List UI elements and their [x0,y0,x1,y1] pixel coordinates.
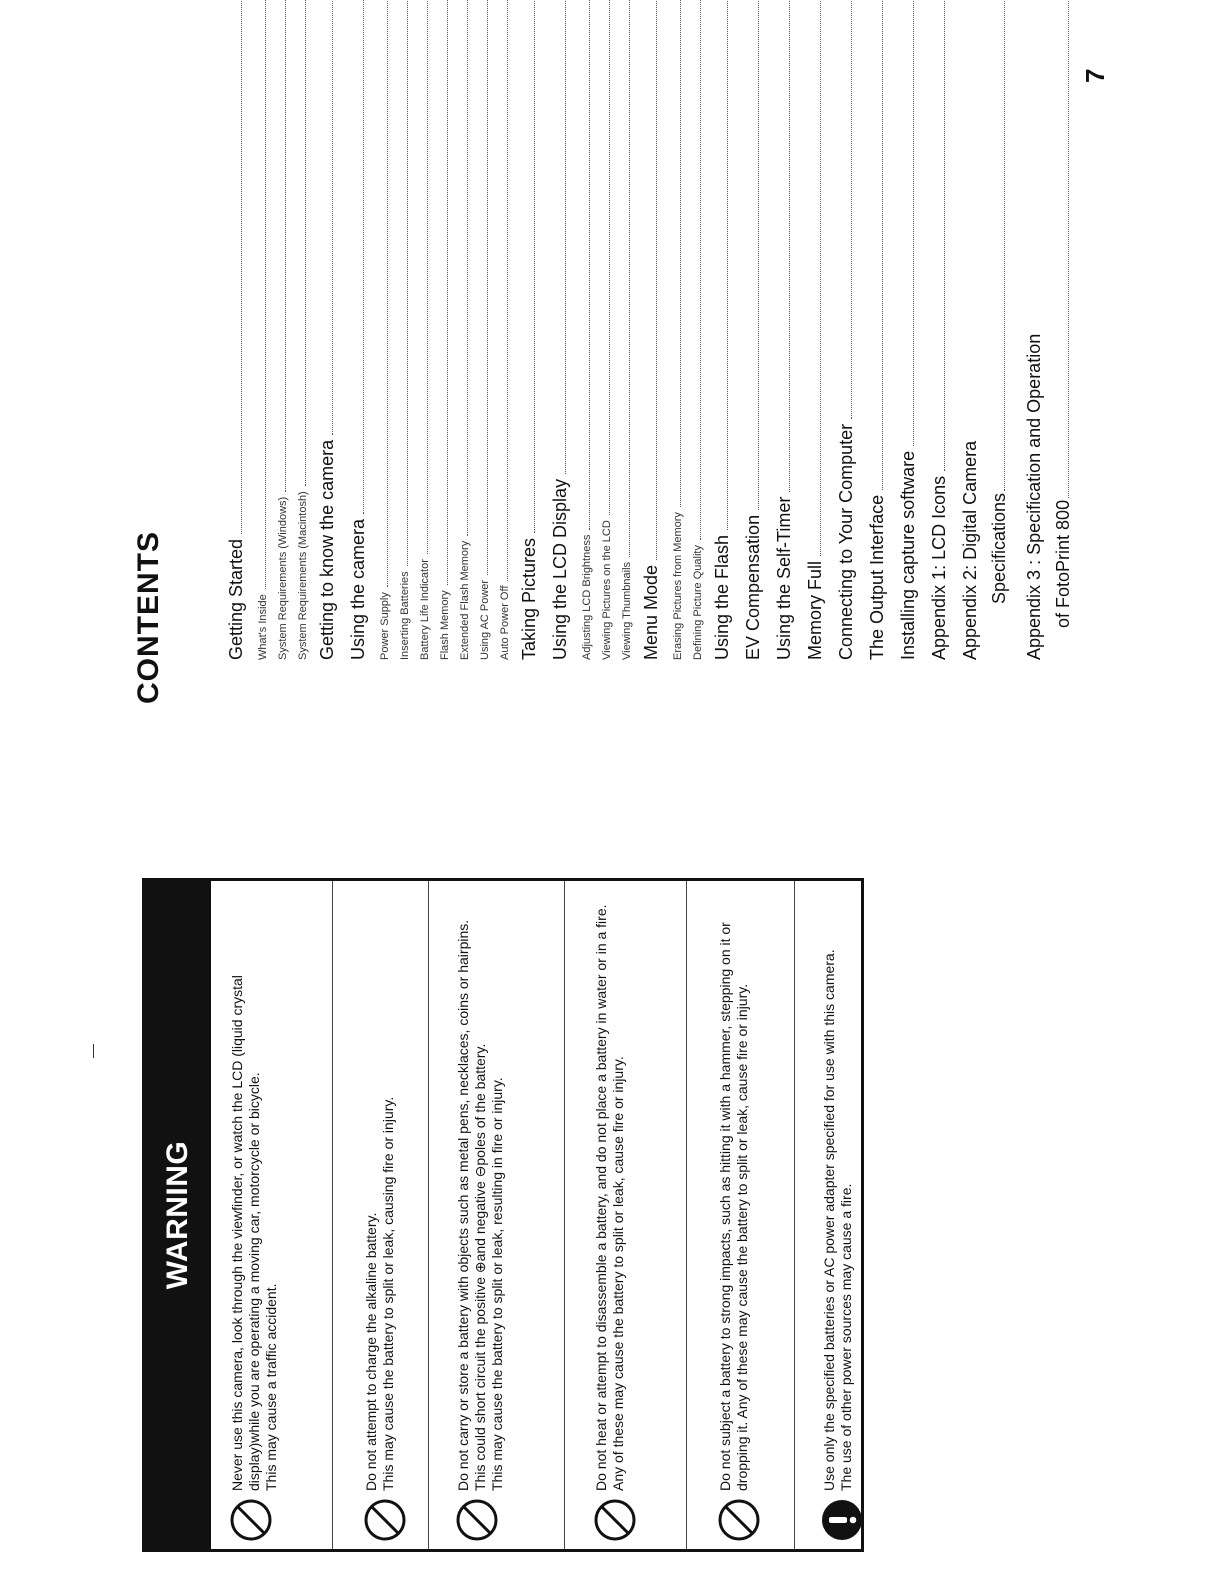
toc-subentry [688,0,708,660]
toc-label: Appendix 2: Digital Camera [960,440,980,660]
toc-leader [609,0,610,515]
toc-leader [727,0,728,530]
toc-leader [629,0,630,557]
warning-item [565,881,687,1549]
toc-label: Connecting to Your Computer [836,423,856,660]
toc-label: Using AC Power [479,579,491,660]
toc-label: Battery Life Indicator [419,559,431,660]
toc-label: Extended Flash Memory [459,540,471,660]
toc-leader [507,0,508,581]
toc-leader [265,0,266,589]
toc-leader [467,0,468,536]
toc-subentry [577,0,597,660]
prohibited-icon [717,1491,761,1549]
toc-label: Appendix 3 : Specification and Operation [1024,333,1044,660]
toc-leader [487,0,488,575]
contents-title: CONTENTS [132,531,165,704]
warning-text: Do not subject a battery to strong impacts, such as hitting it with a hammer, stepping on it or dropping it. Any of these may cause the battery to split or leak, cause fire or injury. [717,922,750,1491]
toc-entry [894,0,925,660]
toc-subentry [395,0,415,660]
warning-text: This may cause a traffic accident. [263,1283,279,1491]
prohibited-icon [229,1491,273,1549]
toc-entry [222,0,253,660]
toc-leader [447,0,448,585]
toc-subentry [617,0,637,660]
toc-label: Specifications [989,492,1009,604]
toc-leader [700,0,701,540]
warning-item [429,881,565,1549]
toc-leader [656,0,657,560]
toc-label: Viewing Pictures on the LCD [601,520,613,660]
toc-label: Using the Self-Timer [774,496,794,660]
toc-entry [546,0,577,660]
toc-leader [1004,0,1005,491]
warning-text: Use only the specified batteries or AC power adapter specified for use with this camera. [821,949,837,1491]
toc-subentry [293,0,313,660]
warning-item [687,881,795,1549]
toc-entry [956,0,1016,660]
toc-leader [882,0,883,490]
toc-entry [801,0,832,660]
toc-label: Getting Started [226,538,246,660]
toc-subentry [668,0,688,660]
warning-item [795,881,857,1549]
toc-leader [285,0,286,492]
toc-leader [944,0,945,471]
toc-entry [637,0,668,660]
warning-text: This may cause the battery to split or leak, causing fire or injury. [380,1096,396,1491]
toc-entry [925,0,956,660]
toc-label: Viewing Thumbnails [621,561,633,660]
toc-entry [708,0,739,660]
toc-subentry [495,0,515,660]
toc-label: System Requirements (Macintosh) [297,491,309,660]
toc-subentry [475,0,495,660]
toc-label: Auto Power Off [499,585,511,660]
prohibited-icon [455,1491,499,1549]
toc-leader [363,0,364,514]
toc-label: Appendix 1: LCD Icons [929,475,949,660]
warning-box [142,878,864,1552]
warning-text: Any of these may cause the battery to split or leak, cause fire or injury. [610,1056,626,1491]
toc-label: Using the Flash [712,534,732,660]
toc-label: Power Supply [379,592,391,660]
warning-title: WARNING [145,881,211,1549]
toc-leader [913,0,914,446]
toc-label: Adjusting LCD Brightness [581,534,593,660]
toc-leader [565,0,566,474]
toc-label: of FotoPrint 800 [1053,499,1073,628]
warning-text: This may cause the battery to split or leak, resulting in fire or injury. [489,1077,505,1491]
warning-text: Do not carry or store a battery with objects such as metal pens, necklaces, coins or hairpins. This could short circuit the positive ⊕and negative ⊖poles of the battery. [455,919,488,1491]
toc-entry [739,0,770,660]
page-number: 7 [1080,68,1110,83]
warning-item [333,881,429,1549]
margin-mark [93,1044,94,1058]
toc-entry [863,0,894,660]
toc-leader [407,0,408,566]
toc-label: The Output Interface [867,494,887,660]
toc-label: Taking Pictures [519,537,539,660]
toc-subentry [455,0,475,660]
toc-label: What's Inside [257,594,269,660]
toc-leader [305,0,306,486]
toc-leader [851,0,852,419]
table-of-contents [222,0,1080,660]
toc-entry [832,0,863,660]
warning-item [211,881,333,1549]
toc-label: Using the LCD Display [550,478,570,660]
toc-leader [241,0,242,534]
toc-leader [387,0,388,587]
toc-subentry [597,0,617,660]
warning-text: Do not heat or attempt to disassemble a battery, and do not place a battery in water or in a fire. [593,904,609,1491]
prohibited-icon [363,1491,407,1549]
toc-entry [344,0,375,660]
toc-subentry [435,0,455,660]
toc-label: Erasing Pictures from Memory [672,512,684,660]
toc-leader [589,0,590,530]
toc-leader [1068,0,1069,498]
toc-subentry [415,0,435,660]
toc-label: Getting to know the camera [317,439,337,660]
toc-subentry [273,0,293,660]
toc-leader [820,0,821,556]
toc-label: Defining Picture Quality [692,545,704,660]
toc-leader [789,0,790,492]
toc-label: System Requirements (Windows) [277,496,289,660]
toc-leader [758,0,759,510]
toc-entry [770,0,801,660]
warning-text: Never use this camera, look through the viewfinder, or watch the LCD (liquid crystal display)while you are operating a moving car, motorcycle or bicycle. [229,975,262,1491]
toc-entry [1020,0,1080,660]
toc-subentry [375,0,395,660]
toc-leader [332,0,333,435]
toc-entry [313,0,344,660]
warning-text: Do not attempt to charge the alkaline battery. [363,1212,379,1491]
exclamation-icon [821,1491,863,1549]
toc-leader [534,0,535,533]
toc-label: Installing capture software [898,450,918,660]
toc-subentry [253,0,273,660]
toc-label: Inserting Batteries [399,571,411,660]
toc-leader [427,0,428,554]
toc-leader [680,0,681,507]
toc-label: EV Compensation [743,514,763,660]
toc-label: Using the camera [348,518,368,660]
toc-label: Menu Mode [641,564,661,660]
prohibited-icon [593,1491,637,1549]
warning-text: The use of other power sources may cause a fire. [838,1183,854,1491]
toc-label: Memory Full [805,560,825,660]
toc-entry [515,0,546,660]
toc-label: Flash Memory [439,590,451,660]
